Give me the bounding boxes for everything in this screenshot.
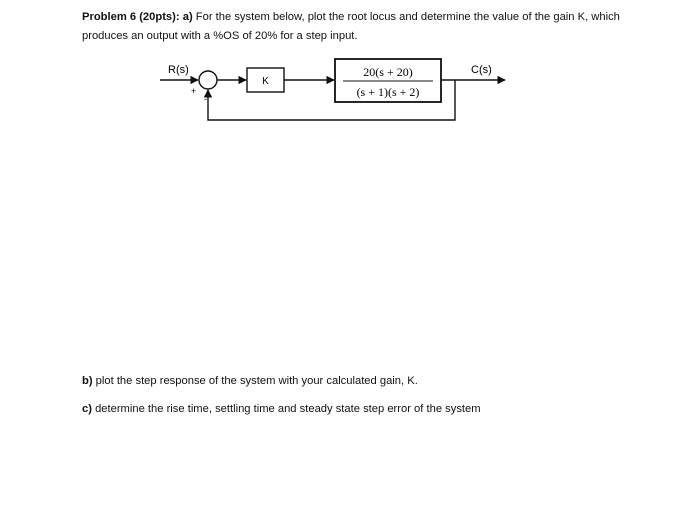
minus-sign: - — [204, 94, 207, 104]
part-a-label: a) — [182, 11, 193, 23]
part-c-label: c) — [82, 403, 92, 415]
tf-numerator: 20(s + 20) — [363, 65, 413, 79]
part-c — [82, 402, 481, 416]
part-a-text: For the system below, plot the root locus and determine the value of the gain K, which produces an output with a %OS of 20% for a step input. — [82, 11, 620, 42]
tf-denominator: (s + 1)(s + 2) — [356, 85, 420, 99]
input-label: R(s) — [168, 64, 189, 76]
gain-label: K — [262, 76, 269, 87]
part-c-text: determine the rise time, settling time and steady state step error of the system — [95, 403, 481, 415]
part-b-label: b) — [82, 375, 93, 387]
part-b-text: plot the step response of the system with your calculated gain, K. — [95, 375, 418, 387]
plus-sign: + — [191, 86, 197, 96]
output-label: C(s) — [471, 64, 492, 76]
summing-junction — [199, 71, 217, 89]
problem-heading: Problem 6 (20pts): — [82, 11, 180, 23]
part-b — [82, 374, 418, 388]
